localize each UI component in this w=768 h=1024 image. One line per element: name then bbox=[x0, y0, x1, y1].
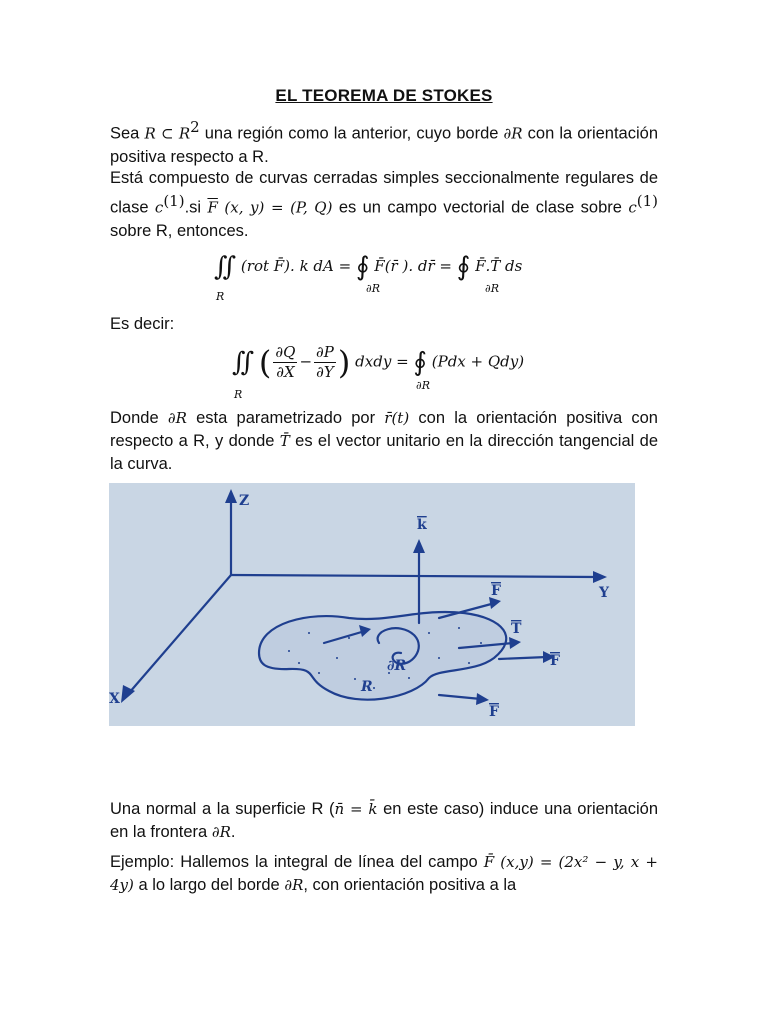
boundary-label: ∂R bbox=[387, 658, 407, 674]
text: , con orientación positiva a la bbox=[303, 876, 517, 894]
integral-subscript: ∂R bbox=[416, 379, 430, 392]
text: .si bbox=[184, 198, 208, 217]
stokes-figure bbox=[109, 483, 635, 726]
text: en este caso) induce una orientación en la frontera bbox=[110, 800, 658, 841]
paren: ( bbox=[258, 343, 272, 382]
paragraph-donde bbox=[110, 407, 658, 476]
text: Una normal a la superficie R ( bbox=[110, 800, 335, 818]
math-exponent: 2 bbox=[190, 118, 200, 136]
paragraph-normal bbox=[110, 798, 658, 844]
paren: ) bbox=[337, 343, 351, 382]
math-boundary: ∂R bbox=[503, 124, 523, 143]
double-integral-symbol: ∬ bbox=[232, 347, 255, 378]
double-integral-symbol: ∬ bbox=[214, 252, 237, 282]
numerator: ∂P bbox=[316, 343, 334, 361]
fraction bbox=[273, 343, 297, 382]
math-T: T̄ bbox=[279, 432, 290, 450]
text: a lo largo del borde bbox=[133, 876, 285, 894]
integral-subscript: ∂R bbox=[366, 282, 380, 295]
denominator: ∂Y bbox=[316, 363, 334, 381]
t-label: T bbox=[511, 621, 522, 637]
math-boundary: ∂R bbox=[211, 823, 231, 841]
text: es un campo vectorial de clase sobre bbox=[332, 198, 629, 217]
text: con la orientación positiva con respecto a R, y donde bbox=[110, 409, 658, 450]
math-term: dxdy = bbox=[355, 352, 414, 371]
text: es el vector unitario en la dirección tangencial de la curva. bbox=[110, 432, 658, 473]
x-axis-label: X bbox=[109, 691, 120, 707]
text: Está compuesto de curvas cerradas simples seccionalmente regulares de clase bbox=[110, 169, 658, 217]
paragraph-curves bbox=[110, 167, 658, 243]
math-F: $\overline{F}$ bbox=[207, 198, 218, 217]
text: con la orientación positiva respecto a R. bbox=[110, 124, 659, 166]
z-axis-label: Z bbox=[239, 493, 250, 509]
numerator: ∂Q bbox=[275, 343, 296, 361]
paragraph-intro bbox=[110, 116, 658, 169]
f-label: F bbox=[550, 653, 560, 669]
text: Donde bbox=[110, 409, 168, 427]
math-c: c bbox=[628, 198, 637, 217]
math-boundary: ∂R bbox=[284, 876, 304, 894]
math-region: R ⊂ R bbox=[144, 124, 191, 143]
math-r-t: r̄(t) bbox=[384, 409, 410, 427]
integral-subscript: R bbox=[234, 388, 243, 401]
page-title: EL TEOREMA DE STOKES bbox=[275, 86, 493, 105]
text: . bbox=[230, 823, 236, 841]
minus-sign: − bbox=[299, 352, 313, 371]
math-term: F̄.T̄ ds bbox=[475, 257, 523, 275]
integral-subscript: R bbox=[216, 290, 225, 303]
math-term: (rot F̄). k dA = bbox=[240, 257, 356, 275]
math-F-args: (x, y) = (P, Q) bbox=[217, 198, 333, 217]
integral-subscript: ∂R bbox=[485, 282, 499, 295]
denominator: ∂X bbox=[276, 363, 295, 381]
math-boundary: ∂R bbox=[167, 409, 187, 427]
text: esta parametrizado por bbox=[186, 409, 385, 427]
y-axis-label: Y bbox=[599, 585, 609, 601]
fraction bbox=[314, 343, 336, 382]
contour-integral-symbol: ∮ bbox=[456, 252, 471, 282]
text: Ejemplo: Hallemos la integral de línea del campo bbox=[110, 853, 484, 871]
text: una región como la anterior, cuyo borde bbox=[199, 124, 504, 143]
region-label: R bbox=[361, 679, 373, 695]
text-es-decir: Es decir: bbox=[110, 315, 175, 333]
contour-integral-symbol: ∮ bbox=[413, 347, 427, 378]
math-term: (Pdx + Qdy) bbox=[431, 352, 525, 371]
math-field: F̄ (x,y) = bbox=[483, 853, 553, 871]
text: Sea bbox=[110, 124, 145, 143]
equation-green bbox=[232, 343, 524, 382]
f-label: F bbox=[489, 704, 499, 720]
equation-stokes bbox=[214, 252, 522, 282]
math-field-components: (2x² − y, x + 4y) bbox=[110, 853, 658, 894]
math-term: F̄(r̄ ). dr̄ = bbox=[374, 257, 457, 275]
k-label: k bbox=[417, 517, 427, 533]
contour-integral-symbol: ∮ bbox=[355, 252, 370, 282]
math-normal: n̄ = k̄ bbox=[334, 800, 378, 818]
math-c: c bbox=[154, 198, 164, 217]
f-label: F bbox=[491, 583, 501, 599]
text: sobre R, entonces. bbox=[110, 221, 249, 240]
paragraph-ejemplo bbox=[110, 851, 658, 897]
math-exponent: (1) bbox=[163, 192, 185, 210]
math-exponent: (1) bbox=[636, 192, 658, 210]
